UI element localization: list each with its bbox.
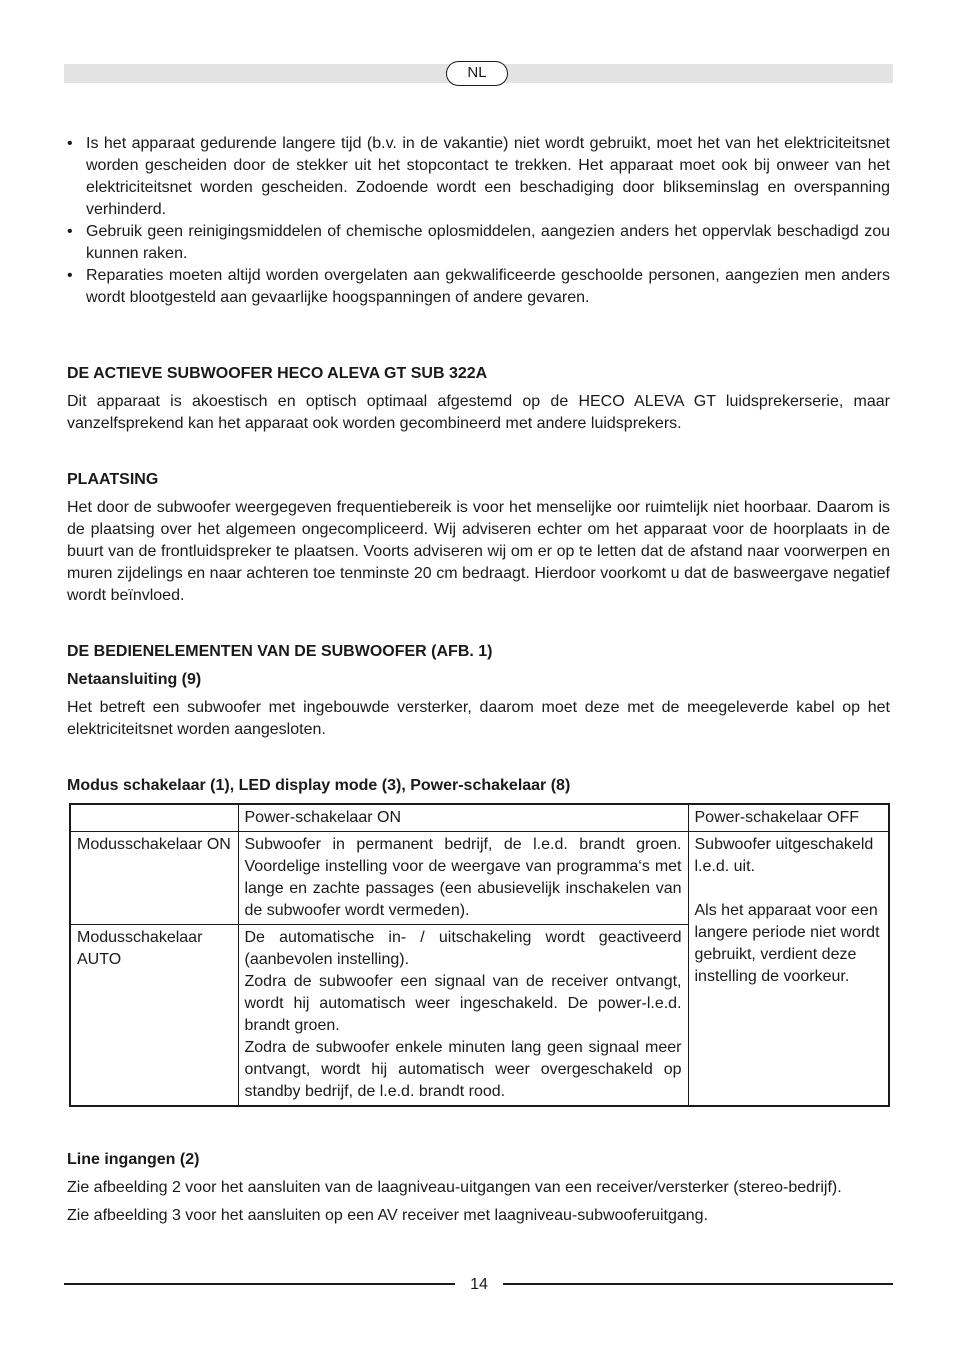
column-header-power-on: Power-schakelaar ON <box>238 804 688 832</box>
cell-mode-auto-power-on <box>238 925 688 1107</box>
safety-bullet-list <box>67 133 890 309</box>
bullet-item: • Is het apparaat gedurende langere tijd (b.v. in de vakantie) niet wordt gebruikt, moet het van het elektriciteitsnet worden gescheiden door de stekker uit het stopcontact te trekken. Het apparaat moet ook bij onweer van het elektriciteitsnet worden gescheiden. Zodoende wordt een beschadiging door blikseminslag en overspanning verhinderd. <box>67 133 890 221</box>
auto-text-2: Zodra de subwoofer een signaal van de receiver ontvangt, wordt hij automatisch weer ingeschakeld. De power-l.e.d. brandt groen. <box>244 973 682 1034</box>
auto-text-1: De automatische in- / uitschakeling wordt geactiveerd (aanbevolen instelling). <box>244 929 682 968</box>
page-content <box>67 133 890 1227</box>
heading-line-inputs: Line ingangen (2) <box>67 1151 200 1168</box>
heading-subwoofer: DE ACTIEVE SUBWOOFER HECO ALEVA GT SUB 322A <box>67 365 488 382</box>
cell-mode-on-power-on: Subwoofer in permanent bedrijf, de l.e.d. brandt groen. Voordelige instelling voor de weergave van programma‘s met lange en zachte passages (een abusievelijk inschakelen van de subwoofer wordt vermeden). <box>238 832 688 925</box>
mode-table <box>69 803 890 1107</box>
power-off-text-1: Subwoofer uitgeschakeld l.e.d. uit. <box>694 836 874 875</box>
cell-power-off <box>688 832 889 1107</box>
paragraph-subwoofer: Dit apparaat is akoestisch en optisch optimaal afgestemd op de HECO ALEVA GT luidsprekerserie, maar vanzelfsprekend kan het apparaat ook worden gecombineerd met andere luidsprekers. <box>67 393 890 432</box>
paragraph-plaatsing: Het door de subwoofer weergegeven frequentiebereik is voor het menselijke oor ruimtelijk niet hoorbaar. Daarom is de plaatsing over het algemeen ongecompliceerd. Wij adviseren echter om het apparaat voor de hoorplaats in de buurt van de frontluidspreker te plaatsen. Voorts adviseren wij om er op te letten dat de afstand naar voorwerpen en muren zijdelings en naar achteren toe tenminste 20 cm bedraagt. Hierdoor voorkomt u dat de basweergave negatief wordt beïnvloed. <box>67 499 890 604</box>
bullet-item: • Reparaties moeten altijd worden overgelaten aan gekwalificeerde geschoolde personen, aangezien men anders wordt blootgesteld aan gevaarlijke hoogspanningen of andere gevaren. <box>67 265 890 309</box>
table-row-mode-on <box>70 832 889 925</box>
paragraph-line-1: Zie afbeelding 2 voor het aansluiten van de laagniveau-uitgangen van een receiver/versterker (stereo-bedrijf). <box>67 1179 842 1196</box>
heading-netaansluiting: Netaansluiting (9) <box>67 671 202 688</box>
paragraph-netaansluiting: Het betreft een subwoofer met ingebouwde versterker, daarom moet deze met de meegeleverde kabel op het elektriciteitsnet worden aangesloten. <box>67 699 890 738</box>
footer-rule-right <box>503 1283 893 1285</box>
page-number: 14 <box>470 1276 488 1293</box>
row-label-mode-auto: Modusschakelaar AUTO <box>70 925 238 1107</box>
language-badge: NL <box>446 61 508 86</box>
footer-rule-left <box>64 1283 455 1285</box>
column-header-power-off: Power-schakelaar OFF <box>688 804 889 832</box>
heading-controls: DE BEDIENELEMENTEN VAN DE SUBWOOFER (AFB. 1) <box>67 643 493 660</box>
paragraph-line-2: Zie afbeelding 3 voor het aansluiten op een AV receiver met laagniveau-subwooferuitgang. <box>67 1207 709 1224</box>
bullet-item: • Gebruik geen reinigingsmiddelen of chemische oplosmiddelen, aangezien anders het oppervlak beschadigd zou kunnen raken. <box>67 221 890 265</box>
auto-text-3: Zodra de subwoofer enkele minuten lang geen signaal meer ontvangt, wordt hij automatisch weer overgeschakeld op standby bedrijf, de l.e.d. brandt rood. <box>244 1039 682 1100</box>
heading-modus: Modus schakelaar (1), LED display mode (3), Power-schakelaar (8) <box>67 777 571 794</box>
row-label-mode-on: Modusschakelaar ON <box>70 832 238 925</box>
power-off-text-2: Als het apparaat voor een langere periode niet wordt gebruikt, verdient deze instelling de voorkeur. <box>694 902 880 985</box>
table-corner-cell <box>70 804 238 832</box>
table-header-row <box>70 804 889 832</box>
heading-plaatsing: PLAATSING <box>67 471 159 488</box>
